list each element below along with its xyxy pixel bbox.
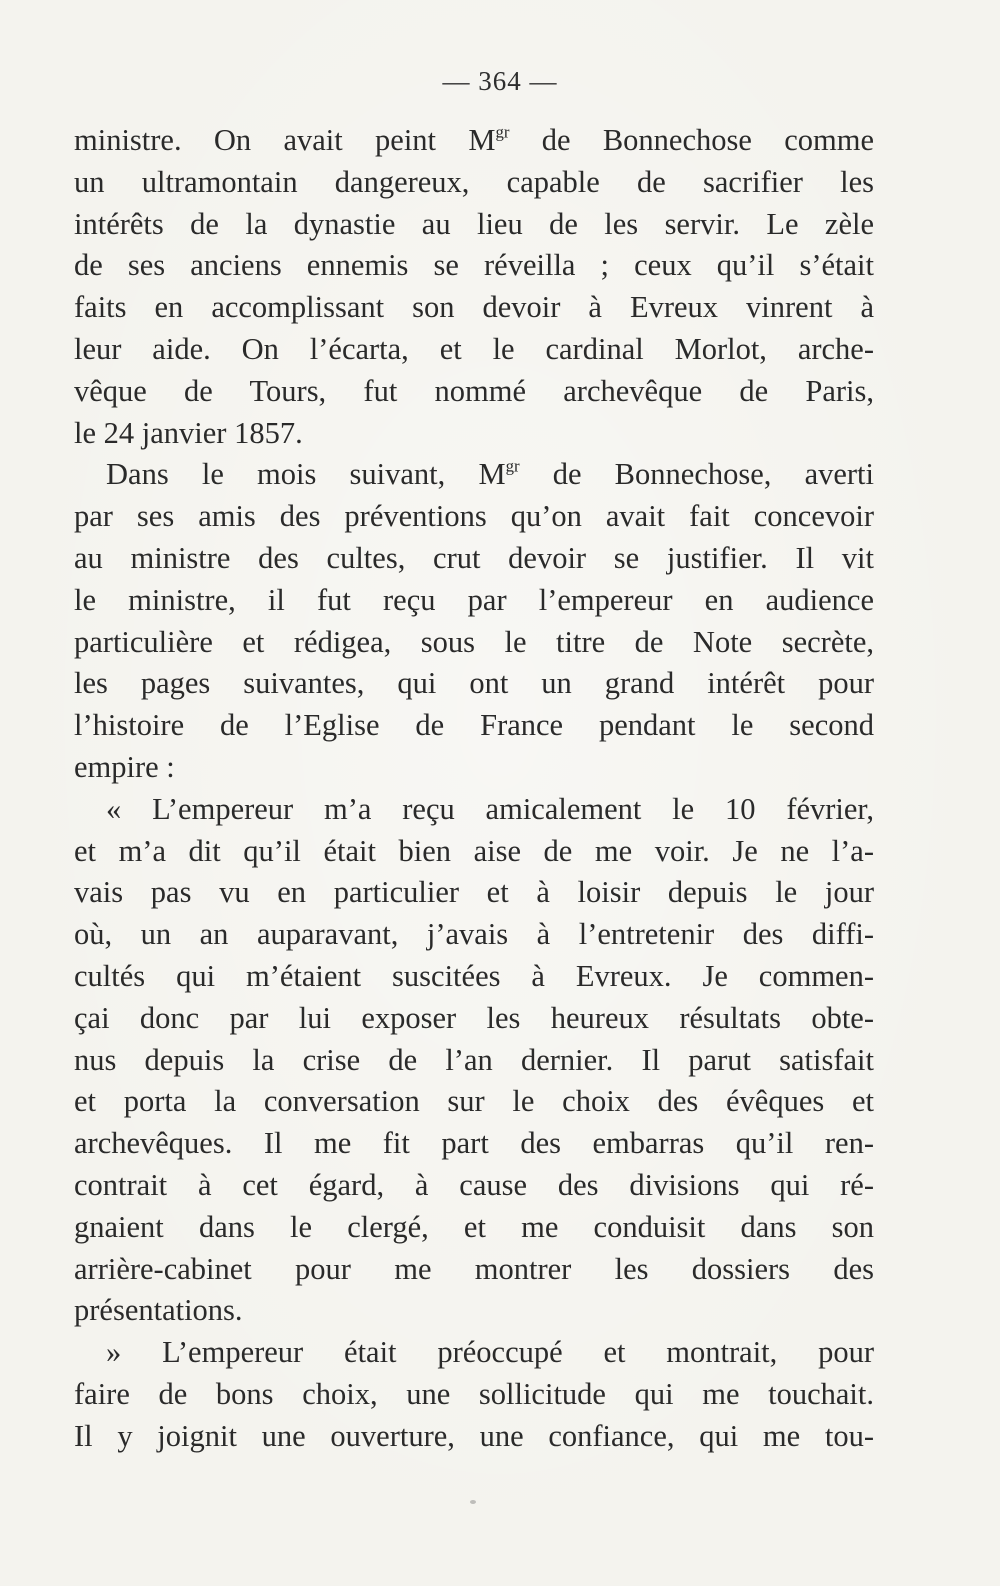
text-line: le 24 janvier 1857. bbox=[74, 415, 303, 450]
text-line: par ses amis des préventions qu’on avait fait concevoir bbox=[74, 499, 874, 534]
text-line: archevêques. Il me fit part des embarras qu’il ren- bbox=[74, 1126, 874, 1161]
text-line: leur aide. On l’écarta, et le cardinal Morlot, arche- bbox=[74, 331, 874, 366]
text-line: empire : bbox=[74, 749, 175, 784]
text-line: « L’empereur m’a reçu amicalement le 10 février, bbox=[106, 791, 874, 826]
text-line: Dans le mois suivant, $M^{gr}$ de Bonnechose, averti bbox=[106, 456, 874, 492]
body-text bbox=[74, 120, 874, 1458]
text-line: un ultramontain dangereux, capable de sacrifier les bbox=[74, 164, 874, 199]
text-line: et porta la conversation sur le choix des évêques et bbox=[74, 1084, 874, 1119]
text-line: au ministre des cultes, crut devoir se justifier. Il vit bbox=[74, 540, 874, 575]
page-number: — 364 — bbox=[442, 66, 558, 96]
text-line: l’histoire de l’Eglise de France pendant le second bbox=[74, 708, 874, 743]
text-line: arrière-cabinet pour me montrer les dossiers des bbox=[74, 1251, 874, 1286]
text-line: cultés qui m’étaient suscitées à Evreux. Je commen- bbox=[74, 958, 874, 993]
text-line: de ses anciens ennemis se réveilla ; ceux qu’il s’était bbox=[74, 248, 874, 283]
text-line: ministre. On avait peint $M^{gr}$ de Bonnechose comme bbox=[74, 122, 874, 157]
text-line: nus depuis la crise de l’an dernier. Il parut satisfait bbox=[74, 1042, 874, 1077]
superscript: gr bbox=[505, 456, 520, 476]
text-line: faire de bons choix, une sollicitude qui me touchait. bbox=[74, 1376, 874, 1411]
text-line: faits en accomplissant son devoir à Evreux vinrent à bbox=[74, 290, 874, 325]
text-line: particulière et rédigea, sous le titre de Note secrète, bbox=[74, 624, 874, 659]
text-line: et m’a dit qu’il était bien aise de me voir. Je ne l’a- bbox=[74, 833, 874, 868]
text-line: contrait à cet égard, à cause des divisions qui ré- bbox=[74, 1167, 874, 1202]
text-line: où, un an auparavant, j’avais à l’entretenir des diffi- bbox=[74, 917, 874, 952]
text-line: intérêts de la dynastie au lieu de les servir. Le zèle bbox=[74, 206, 874, 241]
text-line: le ministre, il fut reçu par l’empereur en audience bbox=[74, 582, 874, 617]
text-line: Il y joignit une ouverture, une confiance, qui me tou- bbox=[74, 1418, 874, 1453]
superscript: gr bbox=[495, 122, 510, 142]
text-line: vêque de Tours, fut nommé archevêque de Paris, bbox=[74, 373, 874, 408]
paper-speck bbox=[470, 1500, 476, 1504]
text-line: » L’empereur était préoccupé et montrait, pour bbox=[106, 1335, 874, 1370]
text-line: çai donc par lui exposer les heureux résultats obte- bbox=[74, 1000, 874, 1035]
text-line: vais pas vu en particulier et à loisir depuis le jour bbox=[74, 875, 874, 910]
text-line: les pages suivantes, qui ont un grand intérêt pour bbox=[74, 666, 874, 701]
text-line: présentations. bbox=[74, 1293, 243, 1328]
text-line: gnaient dans le clergé, et me conduisit dans son bbox=[74, 1209, 874, 1244]
